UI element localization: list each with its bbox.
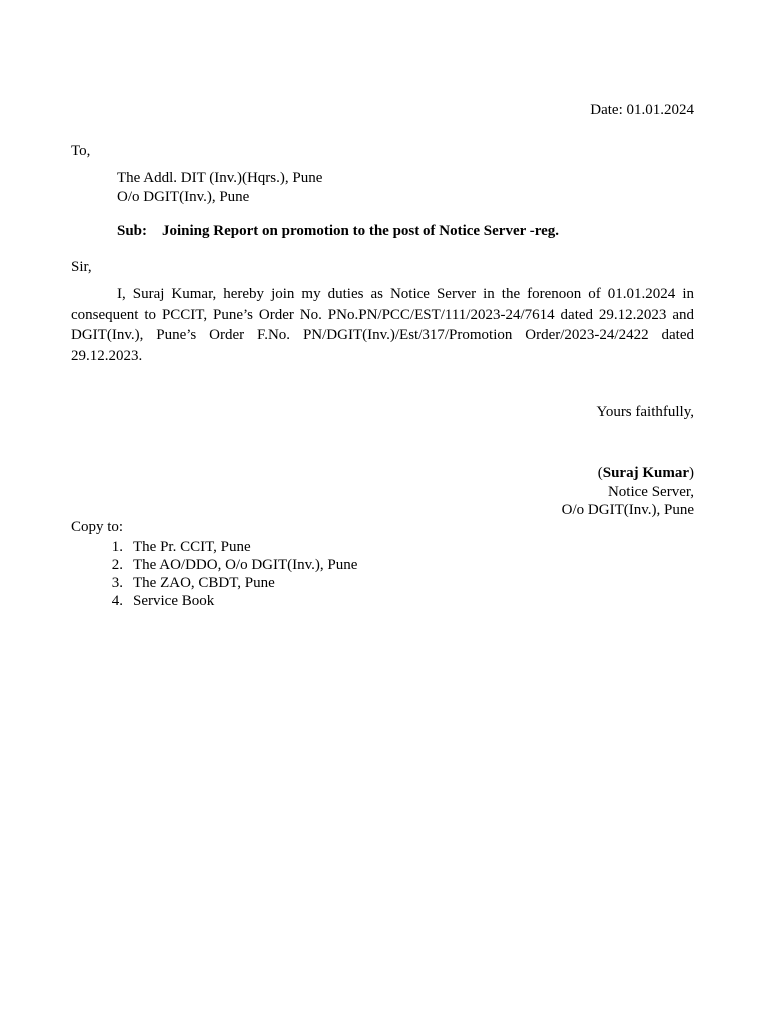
letter-date: Date: 01.01.2024 xyxy=(590,102,694,118)
list-item-text: The ZAO, CBDT, Pune xyxy=(133,575,275,591)
list-item-text: The AO/DDO, O/o DGIT(Inv.), Pune xyxy=(133,557,358,573)
list-item xyxy=(71,574,357,592)
list-item-number: 1. xyxy=(111,539,123,555)
subject-line xyxy=(117,221,559,241)
signature-close-paren: ) xyxy=(689,465,694,481)
document-page xyxy=(71,0,694,1024)
signature-designation: Notice Server, xyxy=(607,483,694,500)
copy-to-label: Copy to: xyxy=(71,519,124,535)
signature-office: O/o DGIT(Inv.), Pune xyxy=(561,502,694,518)
addressee-block xyxy=(117,169,322,207)
subject-label: Sub: xyxy=(117,223,148,239)
body-paragraph: I, Suraj Kumar, hereby join my duties as Notice Server in the forenoon of 01.01.2024 in consequent to PCCIT, Pune’s Order No. PNo.PN/PCC/EST/111/2023-24/7614 dated 29.12.2023 and DGIT(Inv.), Pune’s Order F.No. PN/DGIT(Inv.)/Est/317/Promotion Order/2023-24/2422 dated 29.12.2023. xyxy=(71,286,694,364)
salutation: Sir, xyxy=(71,259,92,275)
signature-block xyxy=(562,464,694,520)
closing-line: Yours faithfully, xyxy=(596,404,694,420)
list-item xyxy=(71,556,357,574)
list-item-number: 4. xyxy=(111,593,123,609)
subject-text: Joining Report on promotion to the post of Notice Server -reg. xyxy=(162,223,560,239)
list-item xyxy=(71,592,357,610)
list-item-number: 3. xyxy=(111,575,123,591)
signature-name-line xyxy=(562,464,694,483)
signature-open-paren: ( xyxy=(597,465,603,481)
list-item-number: 2. xyxy=(111,557,123,573)
list-item-text: The Pr. CCIT, Pune xyxy=(133,539,251,555)
to-label: To, xyxy=(71,143,91,159)
list-item-text: Service Book xyxy=(133,593,215,609)
signature-name: Suraj Kumar xyxy=(602,465,689,481)
addressee-line-1: The Addl. DIT (Inv.)(Hqrs.), Pune xyxy=(117,170,323,186)
copy-to-list xyxy=(71,538,357,610)
addressee-line-2: O/o DGIT(Inv.), Pune xyxy=(117,189,250,205)
list-item xyxy=(71,538,357,556)
